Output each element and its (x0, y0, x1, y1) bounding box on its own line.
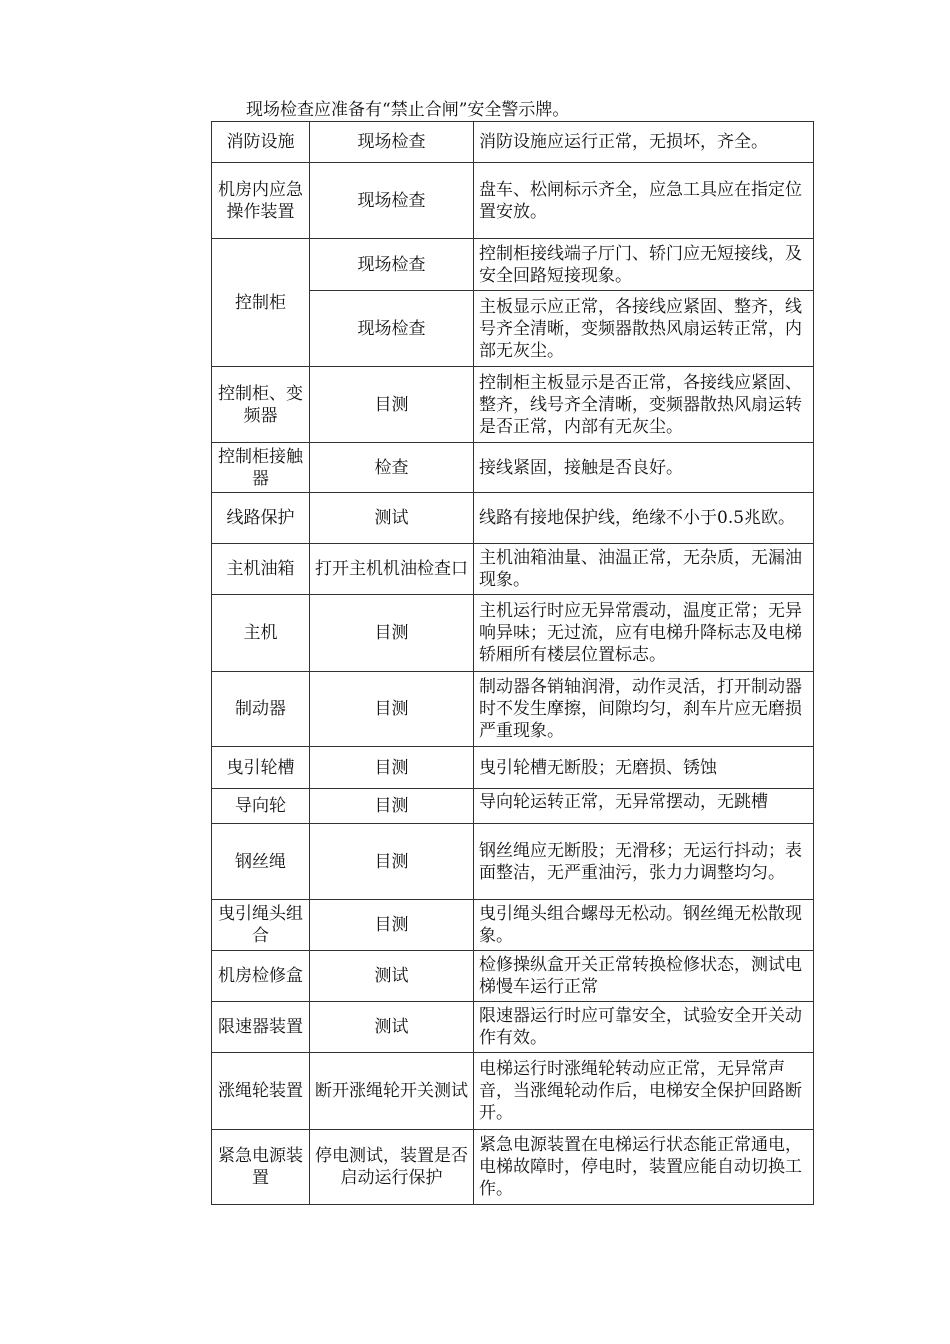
requirement-cell: 电梯运行时涨绳轮转动应正常，无异常声音，当涨绳轮动作后，电梯安全保护回路断开。 (474, 1053, 814, 1130)
item-cell: 导向轮 (212, 789, 310, 824)
method-cell: 检查 (310, 443, 474, 493)
method-cell: 测试 (310, 951, 474, 1002)
table-row (212, 595, 814, 672)
item-cell: 机房内应急操作装置 (212, 163, 310, 239)
table-row (212, 789, 814, 824)
requirement-cell: 主机运行时应无异常震动，温度正常；无异响异味；无过流，应有电梯升降标志及电梯轿厢所有楼层位置标志。 (474, 595, 814, 672)
requirement-cell: 曳引轮槽无断股；无磨损、锈蚀 (474, 747, 814, 789)
method-cell: 现场检查 (310, 291, 474, 367)
table-row (212, 1130, 814, 1205)
method-cell: 打开主机机油检查口 (310, 544, 474, 595)
table-row (212, 443, 814, 493)
method-cell: 目测 (310, 789, 474, 824)
requirement-cell: 检修操纵盒开关正常转换检修状态，测试电梯慢车运行正常 (474, 951, 814, 1002)
method-cell: 现场检查 (310, 163, 474, 239)
method-cell: 现场检查 (310, 122, 474, 163)
table-row (212, 672, 814, 747)
item-cell: 消防设施 (212, 122, 310, 163)
item-cell: 曳引绳头组合 (212, 900, 310, 951)
item-cell: 线路保护 (212, 493, 310, 544)
item-cell: 制动器 (212, 672, 310, 747)
table-row (212, 239, 814, 291)
item-cell: 曳引轮槽 (212, 747, 310, 789)
item-cell: 主机 (212, 595, 310, 672)
table-row (212, 163, 814, 239)
table-row (212, 900, 814, 951)
method-cell: 停电测试，装置是否启动运行保护 (310, 1130, 474, 1205)
requirement-cell: 曳引绳头组合螺母无松动。钢丝绳无松散现象。 (474, 900, 814, 951)
requirement-cell: 主板显示应正常，各接线应紧固、整齐，线号齐全清晰，变频器散热风扇运转正常，内部无灰尘。 (474, 291, 814, 367)
item-cell: 机房检修盒 (212, 951, 310, 1002)
table-row (212, 747, 814, 789)
table-row (212, 951, 814, 1002)
method-cell: 现场检查 (310, 239, 474, 291)
requirement-cell: 接线紧固，接触是否良好。 (474, 443, 814, 493)
table-row (212, 824, 814, 900)
requirement-cell: 盘车、松闸标示齐全，应急工具应在指定位置安放。 (474, 163, 814, 239)
method-cell: 目测 (310, 367, 474, 443)
item-cell: 限速器装置 (212, 1002, 310, 1053)
requirement-cell: 钢丝绳应无断股；无滑移；无运行抖动；表面整洁，无严重油污，张力力调整均匀。 (474, 824, 814, 900)
requirement-text: 导向轮运转正常，无异常摆动，无跳槽 (479, 792, 768, 812)
method-cell: 测试 (310, 493, 474, 544)
method-cell: 目测 (310, 595, 474, 672)
method-cell: 目测 (310, 824, 474, 900)
table-row (212, 493, 814, 544)
item-cell: 主机油箱 (212, 544, 310, 595)
method-cell: 目测 (310, 747, 474, 789)
item-cell: 钢丝绳 (212, 824, 310, 900)
requirement-cell: 主机油箱油量、油温正常，无杂质，无漏油现象。 (474, 544, 814, 595)
inspection-table (211, 121, 814, 1205)
method-cell: 目测 (310, 672, 474, 747)
table-row (212, 1053, 814, 1130)
method-cell: 目测 (310, 900, 474, 951)
requirement-cell: 控制柜主板显示是否正常，各接线应紧固、整齐，线号齐全清晰，变频器散热风扇运转是否正常，内部有无灰尘。 (474, 367, 814, 443)
requirement-cell: 制动器各销轴润滑，动作灵活，打开制动器时不发生摩擦，间隙均匀，刹车片应无磨损严重现象。 (474, 672, 814, 747)
table-row (212, 1002, 814, 1053)
item-cell: 控制柜、变频器 (212, 367, 310, 443)
item-cell: 控制柜 (212, 239, 310, 367)
intro-text: 现场检查应准备有“禁止合闸”安全警示牌。 (246, 100, 570, 120)
method-cell: 断开涨绳轮开关测试 (310, 1053, 474, 1130)
table-row (212, 122, 814, 163)
table-row (212, 544, 814, 595)
method-cell: 测试 (310, 1002, 474, 1053)
requirement-cell: 消防设施应运行正常，无损坏，齐全。 (474, 122, 814, 163)
item-cell: 控制柜接触器 (212, 443, 310, 493)
item-cell: 涨绳轮装置 (212, 1053, 310, 1130)
table-row (212, 367, 814, 443)
item-cell: 紧急电源装置 (212, 1130, 310, 1205)
requirement-cell: 控制柜接线端子厅门、轿门应无短接线，及安全回路短接现象。 (474, 239, 814, 291)
requirement-cell: 线路有接地保护线，绝缘不小于0.5兆欧。 (474, 493, 814, 544)
requirement-cell: 限速器运行时应可靠安全，试验安全开关动作有效。 (474, 1002, 814, 1053)
requirement-cell (474, 789, 814, 824)
requirement-cell: 紧急电源装置在电梯运行状态能正常通电，电梯故障时，停电时，装置应能自动切换工作。 (474, 1130, 814, 1205)
